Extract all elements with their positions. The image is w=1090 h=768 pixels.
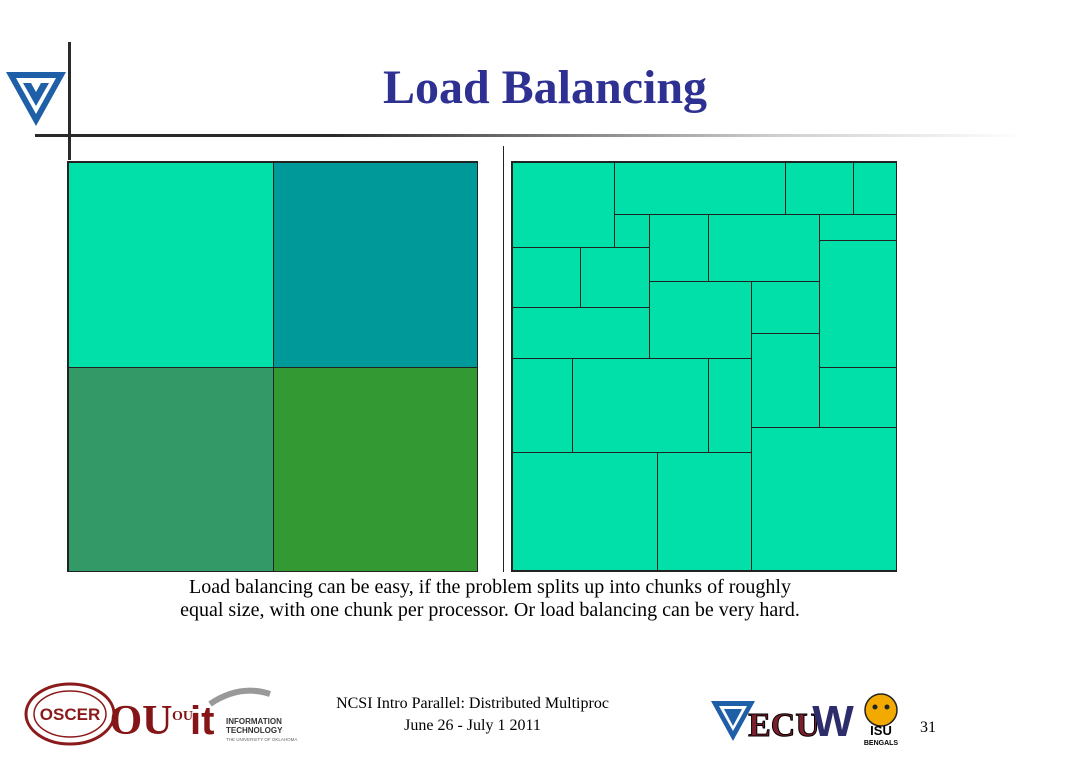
chunk bbox=[512, 452, 658, 571]
quadrant-bottom-left bbox=[68, 367, 274, 572]
ou-logo-icon bbox=[109, 682, 173, 748]
it-logo-icon bbox=[170, 684, 298, 746]
uw-logo-icon bbox=[806, 696, 860, 746]
chunk bbox=[785, 162, 854, 215]
bengals-logo-text: BENGALS bbox=[863, 740, 899, 747]
chunk bbox=[649, 214, 709, 282]
chunk bbox=[657, 452, 752, 571]
quadrant-top-right bbox=[273, 162, 478, 368]
irregular-chunks-diagram bbox=[511, 161, 897, 572]
footer-line-2: June 26 - July 1 2011 bbox=[404, 717, 541, 734]
chunk bbox=[708, 358, 752, 453]
oscer-seal-icon bbox=[24, 682, 116, 746]
oscer-logo-text: OSCER bbox=[39, 705, 101, 724]
chunk bbox=[512, 358, 573, 453]
it-line-1: INFORMATION bbox=[226, 717, 282, 726]
uw-logo-text: W bbox=[812, 697, 854, 746]
chunk bbox=[580, 247, 650, 308]
chunk bbox=[819, 214, 897, 241]
chunk bbox=[751, 427, 897, 571]
ou-small-logo-text: OU bbox=[172, 709, 193, 724]
chunk bbox=[614, 162, 786, 215]
chunk bbox=[751, 281, 820, 334]
chunk bbox=[751, 333, 820, 428]
ecu-logo-text: ECU bbox=[748, 707, 820, 744]
slide-caption bbox=[60, 576, 920, 622]
footer bbox=[300, 693, 645, 737]
panel-divider bbox=[503, 146, 504, 572]
chunk bbox=[819, 367, 897, 428]
isu-logo-text: ISU bbox=[870, 723, 892, 738]
it-line-3: THE UNIVERSITY OF OKLAHOMA bbox=[226, 737, 298, 742]
chunk bbox=[572, 358, 709, 453]
chunk bbox=[614, 214, 650, 249]
chunk bbox=[649, 281, 752, 359]
ecu-logo-icon bbox=[748, 696, 820, 746]
ou-logo-text: OU bbox=[109, 698, 173, 744]
chunk bbox=[708, 214, 820, 282]
quadrant-bottom-right bbox=[273, 367, 478, 572]
it-big-logo-text: it bbox=[190, 699, 215, 743]
chunk bbox=[512, 162, 615, 248]
it-line-2: TECHNOLOGY bbox=[226, 726, 283, 735]
caption-line-1: Load balancing can be easy, if the problem splits up into chunks of roughly bbox=[189, 576, 791, 598]
footer-line-1: NCSI Intro Parallel: Distributed Multiproc bbox=[336, 695, 609, 712]
equal-chunks-diagram bbox=[67, 161, 478, 572]
chunk bbox=[512, 247, 581, 308]
slide-title: Load Balancing bbox=[382, 61, 708, 114]
caption-line-2: equal size, with one chunk per processor. Or load balancing can be very hard. bbox=[180, 599, 800, 621]
chunk bbox=[853, 162, 897, 215]
chunk bbox=[512, 307, 650, 359]
it-logo-graphic bbox=[170, 684, 298, 746]
horizontal-rule bbox=[35, 134, 1025, 137]
quadrant-top-left bbox=[68, 162, 274, 368]
chunk bbox=[819, 240, 897, 368]
isu-bengals-logo-icon bbox=[860, 690, 902, 748]
page-number: 31 bbox=[920, 719, 936, 736]
